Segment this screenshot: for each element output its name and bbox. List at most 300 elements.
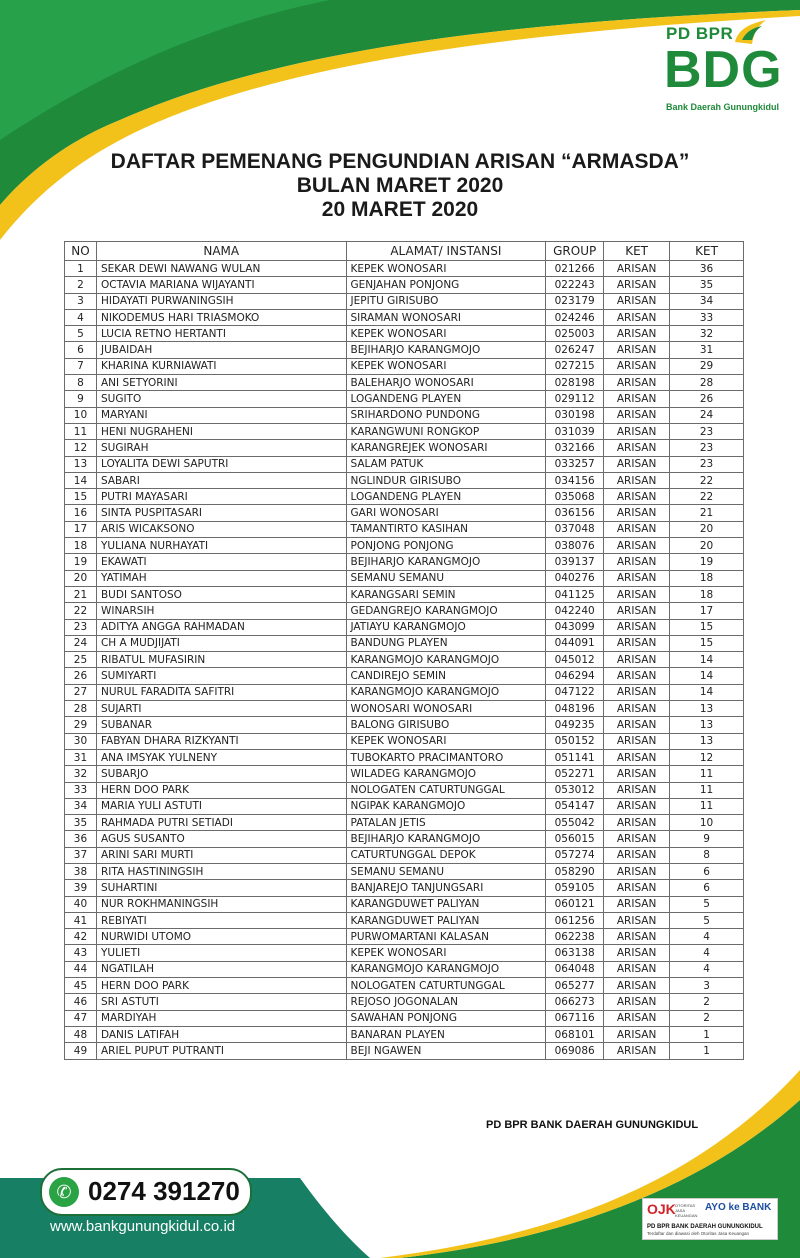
ket-value: 22 (670, 489, 744, 505)
address: NOLOGATEN CATURTUNGGAL (346, 782, 546, 798)
table-row (65, 423, 744, 439)
winner-name: RITA HASTININGSIH (96, 863, 346, 879)
winner-name: SEKAR DEWI NAWANG WULAN (96, 261, 346, 277)
winner-name: SUHARTINI (96, 880, 346, 896)
winner-name: HERN DOO PARK (96, 782, 346, 798)
row-number: 1 (65, 261, 97, 277)
ket-value: 20 (670, 538, 744, 554)
row-number: 47 (65, 1010, 97, 1026)
group-code: 033257 (546, 456, 604, 472)
winner-name: AGUS SUSANTO (96, 831, 346, 847)
table-row (65, 342, 744, 358)
group-code: 030198 (546, 407, 604, 423)
address: KEPEK WONOSARI (346, 358, 546, 374)
ket-value: 4 (670, 961, 744, 977)
ket-label: ARISAN (604, 261, 670, 277)
table-header-row (65, 242, 744, 261)
address: KEPEK WONOSARI (346, 326, 546, 342)
ket-label: ARISAN (604, 456, 670, 472)
whatsapp-icon: ✆ (49, 1177, 79, 1207)
row-number: 6 (65, 342, 97, 358)
group-code: 058290 (546, 863, 604, 879)
table-row (65, 961, 744, 977)
address: KARANGREJEK WONOSARI (346, 440, 546, 456)
group-code: 035068 (546, 489, 604, 505)
group-code: 029112 (546, 391, 604, 407)
table-row (65, 978, 744, 994)
table-row (65, 358, 744, 374)
table-row (65, 505, 744, 521)
address: REJOSO JOGONALAN (346, 994, 546, 1010)
table-row (65, 733, 744, 749)
table-row (65, 766, 744, 782)
address: SALAM PATUK (346, 456, 546, 472)
row-number: 31 (65, 749, 97, 765)
address: KARANGSARI SEMIN (346, 586, 546, 602)
ket-label: ARISAN (604, 912, 670, 928)
ket-value: 36 (670, 261, 744, 277)
row-number: 4 (65, 309, 97, 325)
table-row (65, 489, 744, 505)
row-number: 12 (65, 440, 97, 456)
ket-label: ARISAN (604, 277, 670, 293)
row-number: 35 (65, 815, 97, 831)
table-row (65, 586, 744, 602)
table-row (65, 277, 744, 293)
row-number: 37 (65, 847, 97, 863)
ket-label: ARISAN (604, 749, 670, 765)
table-row (65, 570, 744, 586)
ket-value: 13 (670, 733, 744, 749)
winner-name: JUBAIDAH (96, 342, 346, 358)
group-code: 050152 (546, 733, 604, 749)
ket-label: ARISAN (604, 684, 670, 700)
winner-name: YATIMAH (96, 570, 346, 586)
ket-label: ARISAN (604, 733, 670, 749)
ket-value: 11 (670, 766, 744, 782)
winner-name: ARIS WICAKSONO (96, 521, 346, 537)
title-line-3: 20 MARET 2020 (321, 198, 479, 221)
address: JEPITU GIRISUBO (346, 293, 546, 309)
ket-label: ARISAN (604, 961, 670, 977)
ket-value: 23 (670, 456, 744, 472)
group-code: 023179 (546, 293, 604, 309)
table-row (65, 684, 744, 700)
table-row (65, 375, 744, 391)
ket-value: 8 (670, 847, 744, 863)
row-number: 36 (65, 831, 97, 847)
group-code: 066273 (546, 994, 604, 1010)
winner-name: PUTRI MAYASARI (96, 489, 346, 505)
table-row (65, 831, 744, 847)
address: BEJIHARJO KARANGMOJO (346, 554, 546, 570)
ket-value: 9 (670, 831, 744, 847)
winner-name: SINTA PUSPITASARI (96, 505, 346, 521)
address: KARANGMOJO KARANGMOJO (346, 961, 546, 977)
ket-label: ARISAN (604, 945, 670, 961)
group-code: 021266 (546, 261, 604, 277)
logo-main-text: BDG (664, 41, 783, 99)
table-row (65, 619, 744, 635)
ket-value: 11 (670, 798, 744, 814)
winner-name: WINARSIH (96, 603, 346, 619)
winner-name: NIKODEMUS HARI TRIASMOKO (96, 309, 346, 325)
address: SRIHARDONO PUNDONG (346, 407, 546, 423)
table-row (65, 309, 744, 325)
ojk-sub-text: OTORITAS JASA KEUANGAN (675, 1203, 698, 1218)
row-number: 33 (65, 782, 97, 798)
address: GENJAHAN PONJONG (346, 277, 546, 293)
header-group: GROUP (546, 242, 604, 261)
ket-label: ARISAN (604, 896, 670, 912)
winner-name: SRI ASTUTI (96, 994, 346, 1010)
ket-label: ARISAN (604, 538, 670, 554)
table-row (65, 880, 744, 896)
ket-label: ARISAN (604, 635, 670, 651)
ket-value: 17 (670, 603, 744, 619)
ket-label: ARISAN (604, 1043, 670, 1059)
group-code: 056015 (546, 831, 604, 847)
table-row (65, 456, 744, 472)
ket-value: 6 (670, 880, 744, 896)
ket-label: ARISAN (604, 423, 670, 439)
address: CANDIREJO SEMIN (346, 668, 546, 684)
group-code: 044091 (546, 635, 604, 651)
table-row (65, 407, 744, 423)
ket-label: ARISAN (604, 798, 670, 814)
address: KARANGDUWET PALIYAN (346, 896, 546, 912)
row-number: 29 (65, 717, 97, 733)
ket-label: ARISAN (604, 358, 670, 374)
group-code: 068101 (546, 1026, 604, 1042)
group-code: 039137 (546, 554, 604, 570)
row-number: 20 (65, 570, 97, 586)
ayo-ke-bank-logo: AYO ke BANK (705, 1202, 772, 1213)
winner-name: RIBATUL MUFASIRIN (96, 652, 346, 668)
ket-label: ARISAN (604, 505, 670, 521)
address: GARI WONOSARI (346, 505, 546, 521)
address: BALONG GIRISUBO (346, 717, 546, 733)
group-code: 028198 (546, 375, 604, 391)
ojk-logo: OJK (647, 1201, 676, 1217)
winner-name: FABYAN DHARA RIZKYANTI (96, 733, 346, 749)
table-row (65, 554, 744, 570)
group-code: 064048 (546, 961, 604, 977)
table-row (65, 391, 744, 407)
table-row (65, 782, 744, 798)
table-row (65, 929, 744, 945)
ket-value: 13 (670, 701, 744, 717)
address: BEJIHARJO KARANGMOJO (346, 831, 546, 847)
ket-label: ARISAN (604, 994, 670, 1010)
address: TUBOKARTO PRACIMANTORO (346, 749, 546, 765)
row-number: 39 (65, 880, 97, 896)
winner-name: KHARINA KURNIAWATI (96, 358, 346, 374)
group-code: 048196 (546, 701, 604, 717)
ket-label: ARISAN (604, 586, 670, 602)
group-code: 037048 (546, 521, 604, 537)
group-code: 053012 (546, 782, 604, 798)
address: JATIAYU KARANGMOJO (346, 619, 546, 635)
address: KARANGMOJO KARANGMOJO (346, 684, 546, 700)
ket-value: 12 (670, 749, 744, 765)
row-number: 3 (65, 293, 97, 309)
address: BALEHARJO WONOSARI (346, 375, 546, 391)
group-code: 038076 (546, 538, 604, 554)
ket-label: ARISAN (604, 619, 670, 635)
row-number: 30 (65, 733, 97, 749)
row-number: 43 (65, 945, 97, 961)
row-number: 41 (65, 912, 97, 928)
winners-table (64, 241, 744, 1060)
ket-value: 24 (670, 407, 744, 423)
address: LOGANDENG PLAYEN (346, 489, 546, 505)
ket-label: ARISAN (604, 293, 670, 309)
ket-label: ARISAN (604, 701, 670, 717)
address: KEPEK WONOSARI (346, 945, 546, 961)
row-number: 13 (65, 456, 97, 472)
ket-value: 1 (670, 1026, 744, 1042)
ket-label: ARISAN (604, 782, 670, 798)
winner-name: EKAWATI (96, 554, 346, 570)
table-row (65, 440, 744, 456)
table-row (65, 1010, 744, 1026)
winner-name: HERN DOO PARK (96, 978, 346, 994)
winner-name: LOYALITA DEWI SAPUTRI (96, 456, 346, 472)
winner-name: NGATILAH (96, 961, 346, 977)
winner-name: MARYANI (96, 407, 346, 423)
group-code: 057274 (546, 847, 604, 863)
ket-label: ARISAN (604, 717, 670, 733)
phone-number: 0274 391270 (88, 1176, 240, 1206)
ket-value: 4 (670, 945, 744, 961)
ojk-bank-name: PD BPR BANK DAERAH GUNUNGKIDUL (647, 1224, 763, 1230)
row-number: 9 (65, 391, 97, 407)
table-row (65, 815, 744, 831)
ket-value: 6 (670, 863, 744, 879)
ket-value: 31 (670, 342, 744, 358)
table-row (65, 798, 744, 814)
ket-value: 14 (670, 652, 744, 668)
group-code: 034156 (546, 472, 604, 488)
ket-value: 32 (670, 326, 744, 342)
website-link[interactable]: www.bankgunungkidul.co.id (50, 1218, 236, 1235)
address: WILADEG KARANGMOJO (346, 766, 546, 782)
ket-value: 34 (670, 293, 744, 309)
address: KARANGMOJO KARANGMOJO (346, 652, 546, 668)
address: PURWOMARTANI KALASAN (346, 929, 546, 945)
winner-name: OCTAVIA MARIANA WIJAYANTI (96, 277, 346, 293)
row-number: 19 (65, 554, 97, 570)
footer-org-name: PD BPR BANK DAERAH GUNUNGKIDUL (486, 1119, 699, 1131)
row-number: 15 (65, 489, 97, 505)
address: PATALAN JETIS (346, 815, 546, 831)
row-number: 25 (65, 652, 97, 668)
winner-name: HIDAYATI PURWANINGSIH (96, 293, 346, 309)
group-code: 061256 (546, 912, 604, 928)
row-number: 48 (65, 1026, 97, 1042)
ket-label: ARISAN (604, 831, 670, 847)
address: BANDUNG PLAYEN (346, 635, 546, 651)
logo-sub-text: Bank Daerah Gunungkidul (666, 102, 780, 112)
ket-value: 22 (670, 472, 744, 488)
ket-value: 3 (670, 978, 744, 994)
group-code: 069086 (546, 1043, 604, 1059)
ket-label: ARISAN (604, 407, 670, 423)
ket-value: 11 (670, 782, 744, 798)
group-code: 025003 (546, 326, 604, 342)
table-row (65, 668, 744, 684)
address: WONOSARI WONOSARI (346, 701, 546, 717)
winner-name: YULIANA NURHAYATI (96, 538, 346, 554)
ket-value: 29 (670, 358, 744, 374)
address: GEDANGREJO KARANGMOJO (346, 603, 546, 619)
row-number: 28 (65, 701, 97, 717)
group-code: 054147 (546, 798, 604, 814)
ket-label: ARISAN (604, 489, 670, 505)
winner-name: RAHMADA PUTRI SETIADI (96, 815, 346, 831)
ket-value: 10 (670, 815, 744, 831)
ket-label: ARISAN (604, 847, 670, 863)
winner-name: YULIETI (96, 945, 346, 961)
ket-value: 28 (670, 375, 744, 391)
table-row (65, 717, 744, 733)
table-row (65, 912, 744, 928)
ket-value: 4 (670, 929, 744, 945)
row-number: 16 (65, 505, 97, 521)
address: BANARAN PLAYEN (346, 1026, 546, 1042)
group-code: 036156 (546, 505, 604, 521)
group-code: 051141 (546, 749, 604, 765)
table-row (65, 1026, 744, 1042)
row-number: 40 (65, 896, 97, 912)
address: KEPEK WONOSARI (346, 261, 546, 277)
document-title (0, 150, 800, 222)
row-number: 23 (65, 619, 97, 635)
winner-name: ARIEL PUPUT PUTRANTI (96, 1043, 346, 1059)
winner-name: SUGITO (96, 391, 346, 407)
winner-name: NURWIDI UTOMO (96, 929, 346, 945)
winner-name: ANA IMSYAK YULNENY (96, 749, 346, 765)
group-code: 042240 (546, 603, 604, 619)
winner-name: ARINI SARI MURTI (96, 847, 346, 863)
winner-name: SUGIRAH (96, 440, 346, 456)
ket-label: ARISAN (604, 342, 670, 358)
ket-label: ARISAN (604, 472, 670, 488)
winner-name: ADITYA ANGGA RAHMADAN (96, 619, 346, 635)
group-code: 062238 (546, 929, 604, 945)
ket-label: ARISAN (604, 521, 670, 537)
table-row (65, 1043, 744, 1059)
group-code: 052271 (546, 766, 604, 782)
group-code: 031039 (546, 423, 604, 439)
header-ket: KET (604, 242, 670, 261)
ket-label: ARISAN (604, 1026, 670, 1042)
ket-label: ARISAN (604, 554, 670, 570)
row-number: 45 (65, 978, 97, 994)
row-number: 27 (65, 684, 97, 700)
table-row (65, 701, 744, 717)
address: NGLINDUR GIRISUBO (346, 472, 546, 488)
ket-value: 14 (670, 668, 744, 684)
group-code: 045012 (546, 652, 604, 668)
ket-label: ARISAN (604, 440, 670, 456)
ket-value: 15 (670, 619, 744, 635)
winner-name: NURUL FARADITA SAFITRI (96, 684, 346, 700)
row-number: 14 (65, 472, 97, 488)
table-body (65, 261, 744, 1060)
title-line-1: DAFTAR PEMENANG PENGUNDIAN ARISAN “ARMASDA” (110, 150, 690, 173)
table-row (65, 521, 744, 537)
row-number: 10 (65, 407, 97, 423)
table-row (65, 994, 744, 1010)
group-code: 063138 (546, 945, 604, 961)
ket-value: 1 (670, 1043, 744, 1059)
ket-label: ARISAN (604, 880, 670, 896)
ket-label: ARISAN (604, 929, 670, 945)
table-row (65, 847, 744, 863)
winner-name: SUBARJO (96, 766, 346, 782)
group-code: 049235 (546, 717, 604, 733)
address: BEJIHARJO KARANGMOJO (346, 342, 546, 358)
group-code: 055042 (546, 815, 604, 831)
row-number: 24 (65, 635, 97, 651)
logo-top-text: PD BPR (666, 24, 734, 43)
ket-label: ARISAN (604, 570, 670, 586)
ket-label: ARISAN (604, 815, 670, 831)
table-row (65, 635, 744, 651)
ket-value: 26 (670, 391, 744, 407)
row-number: 2 (65, 277, 97, 293)
ket-value: 18 (670, 586, 744, 602)
row-number: 26 (65, 668, 97, 684)
address: KARANGDUWET PALIYAN (346, 912, 546, 928)
address: SEMANU SEMANU (346, 863, 546, 879)
ket-value: 15 (670, 635, 744, 651)
ket-value: 2 (670, 994, 744, 1010)
table-row (65, 652, 744, 668)
table-row (65, 945, 744, 961)
address: SIRAMAN WONOSARI (346, 309, 546, 325)
ket-value: 21 (670, 505, 744, 521)
winner-name: CH A MUDJIJATI (96, 635, 346, 651)
group-code: 024246 (546, 309, 604, 325)
phone-contact[interactable] (40, 1168, 252, 1216)
address: SAWAHAN PONJONG (346, 1010, 546, 1026)
ket-value: 19 (670, 554, 744, 570)
ojk-badge (642, 1198, 778, 1240)
winner-name: DANIS LATIFAH (96, 1026, 346, 1042)
group-code: 026247 (546, 342, 604, 358)
group-code: 065277 (546, 978, 604, 994)
ket-value: 20 (670, 521, 744, 537)
winner-name: SUMIYARTI (96, 668, 346, 684)
ket-value: 13 (670, 717, 744, 733)
row-number: 32 (65, 766, 97, 782)
table-row (65, 293, 744, 309)
ket-value: 35 (670, 277, 744, 293)
table-row (65, 896, 744, 912)
address: CATURTUNGGAL DEPOK (346, 847, 546, 863)
winner-name: SUBANAR (96, 717, 346, 733)
row-number: 18 (65, 538, 97, 554)
row-number: 44 (65, 961, 97, 977)
ojk-note: Terdaftar dan diawasi oleh Otoritas Jasa Keuangan (647, 1231, 750, 1236)
winner-name: MARDIYAH (96, 1010, 346, 1026)
group-code: 027215 (546, 358, 604, 374)
row-number: 5 (65, 326, 97, 342)
ket-label: ARISAN (604, 309, 670, 325)
